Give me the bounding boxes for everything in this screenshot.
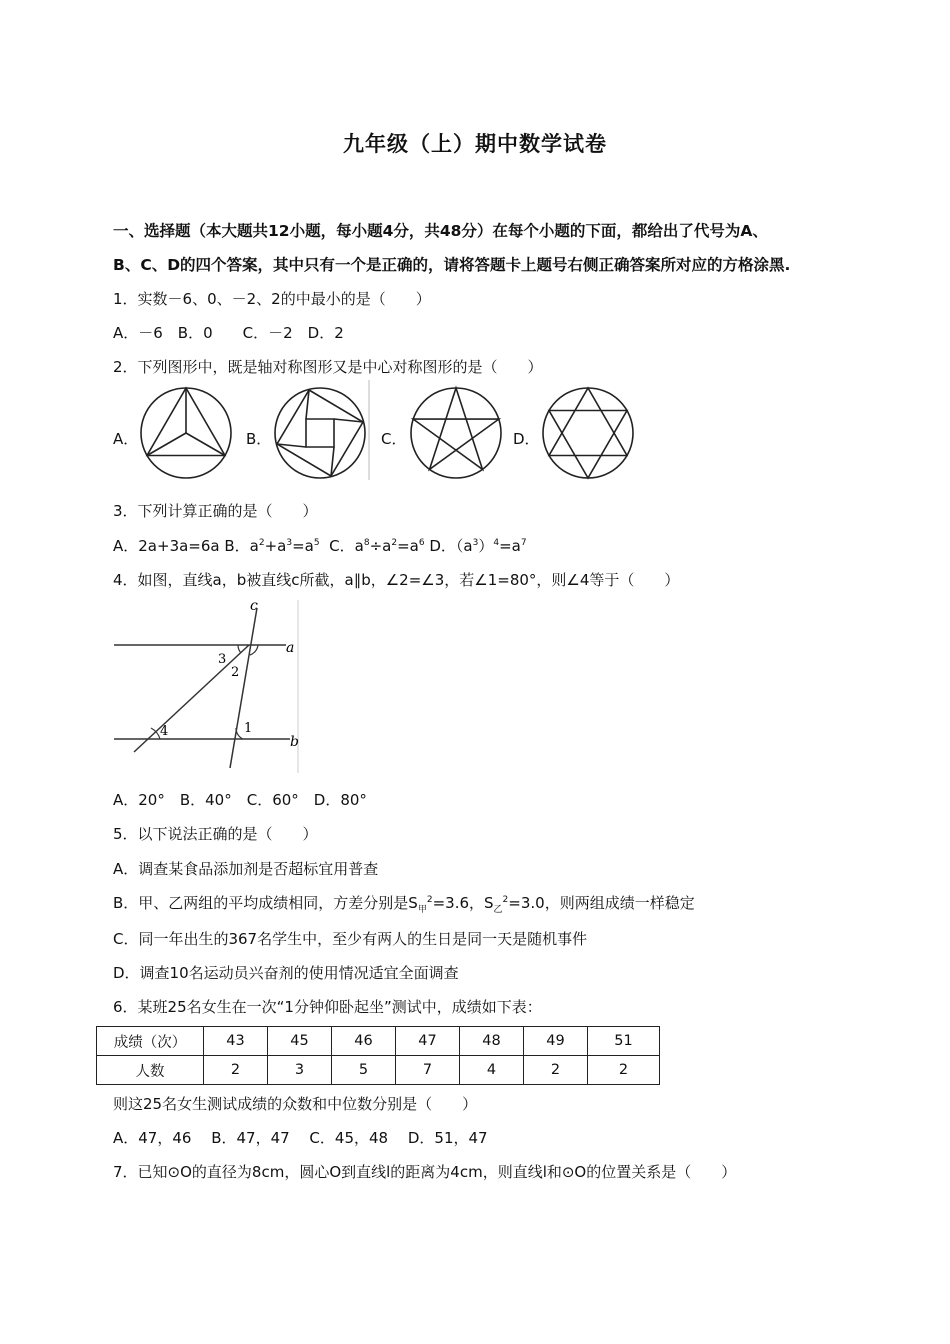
table-row	[97, 1056, 660, 1085]
table-row	[97, 1027, 660, 1056]
table-cell: 5	[332, 1056, 396, 1085]
q4-angle-2: 2	[231, 665, 240, 680]
section1-line1: 一、选择题（本大题共12小题，每小题4分，共48分）在每个小题的下面，都给出了代号为A、	[113, 222, 768, 240]
q6-followup: 则这25名女生测试成绩的众数和中位数分别是（ ）	[113, 1095, 478, 1113]
table-cell: 人数	[97, 1056, 204, 1085]
q2-option-c-label: C．	[381, 430, 407, 448]
q3-option-c: C．$a^8\div a^2=a^6$	[329, 537, 425, 555]
q5-option-a: A．调查某食品添加剂是否超标宜用普查	[113, 860, 379, 878]
table-cell: 2	[588, 1056, 660, 1085]
section1-line2: B、C、D的四个答案，其中只有一个是正确的，请将答题卡上题号右侧正确答案所对应的方格涂黑.	[113, 256, 791, 274]
q4-label-a: a	[286, 640, 295, 656]
table-cell: 45	[268, 1027, 332, 1056]
q2-figure-a	[138, 385, 234, 481]
q4-angle-4: 4	[160, 724, 169, 739]
q2-option-a-label: A．	[113, 430, 139, 448]
table-cell: 49	[524, 1027, 588, 1056]
q3-option-b: B．$a^2+a^3=a^5$	[224, 537, 320, 555]
q1-stem: 1．实数－6、0、－2、2的中最小的是（ ）	[113, 290, 431, 308]
table-cell: 46	[332, 1027, 396, 1056]
q3-option-d: D．$(a^3)^4=a^7$	[429, 537, 527, 555]
q4-label-c: c	[250, 598, 258, 614]
q2-stem: 2．下列图形中，既是轴对称图形又是中心对称图形的是（ ）	[113, 358, 543, 376]
q5-option-c: C．同一年出生的367名学生中，至少有两人的生日是同一天是随机事件	[113, 930, 588, 948]
q3-stem: 3．下列计算正确的是（ ）	[113, 502, 318, 520]
q6-score-table	[96, 1026, 660, 1085]
table-cell: 47	[396, 1027, 460, 1056]
q1-options: A．－6 B．0 C．－2 D．2	[113, 324, 344, 342]
table-cell: 48	[460, 1027, 524, 1056]
q4-figure	[110, 598, 305, 773]
q4-label-b: b	[290, 734, 299, 750]
table-cell: 43	[204, 1027, 268, 1056]
q2-figure-b	[272, 385, 368, 481]
q4-stem: 4．如图，直线a，b被直线c所截，a∥b，∠2=∠3，若∠1=80°，则∠4等于（ ）	[113, 571, 680, 589]
table-cell: 2	[204, 1056, 268, 1085]
page-title: 九年级（上）期中数学试卷	[343, 132, 607, 156]
q2-option-b-label: B．	[246, 430, 272, 448]
figure-divider	[368, 380, 370, 480]
q2-figure-c	[408, 385, 504, 481]
q3-options	[113, 535, 527, 556]
q7-stem: 7．已知⊙O的直径为8cm，圆心O到直线l的距离为4cm，则直线l和⊙O的位置关系是（ ）	[113, 1163, 737, 1181]
table-cell: 3	[268, 1056, 332, 1085]
q4-angle-3: 3	[218, 652, 227, 667]
q2-figure-d	[540, 385, 636, 481]
q2-option-d-label: D．	[513, 430, 540, 448]
table-cell: 4	[460, 1056, 524, 1085]
table-cell: 51	[588, 1027, 660, 1056]
q6-stem: 6．某班25名女生在一次“1分钟仰卧起坐”测试中，成绩如下表：	[113, 998, 542, 1016]
q5-option-b: B．甲、乙两组的平均成绩相同，方差分别是$S_甲^2=3.6$，$S_乙^2=3.0$，则两组成绩一样稳定	[113, 894, 695, 915]
q4-angle-1: 1	[244, 721, 253, 736]
q5-option-d: D．调查10名运动员兴奋剂的使用情况适宜全面调查	[113, 964, 459, 982]
q5-stem: 5．以下说法正确的是（ ）	[113, 825, 318, 843]
q4-options: A．20° B．40° C．60° D．80°	[113, 791, 367, 809]
q6-options: A．47，46 B．47，47 C．45，48 D．51，47	[113, 1129, 488, 1147]
table-cell: 7	[396, 1056, 460, 1085]
table-cell: 成绩（次）	[97, 1027, 204, 1056]
table-cell: 2	[524, 1056, 588, 1085]
q3-option-a: A．2a+3a=6a	[113, 537, 220, 555]
